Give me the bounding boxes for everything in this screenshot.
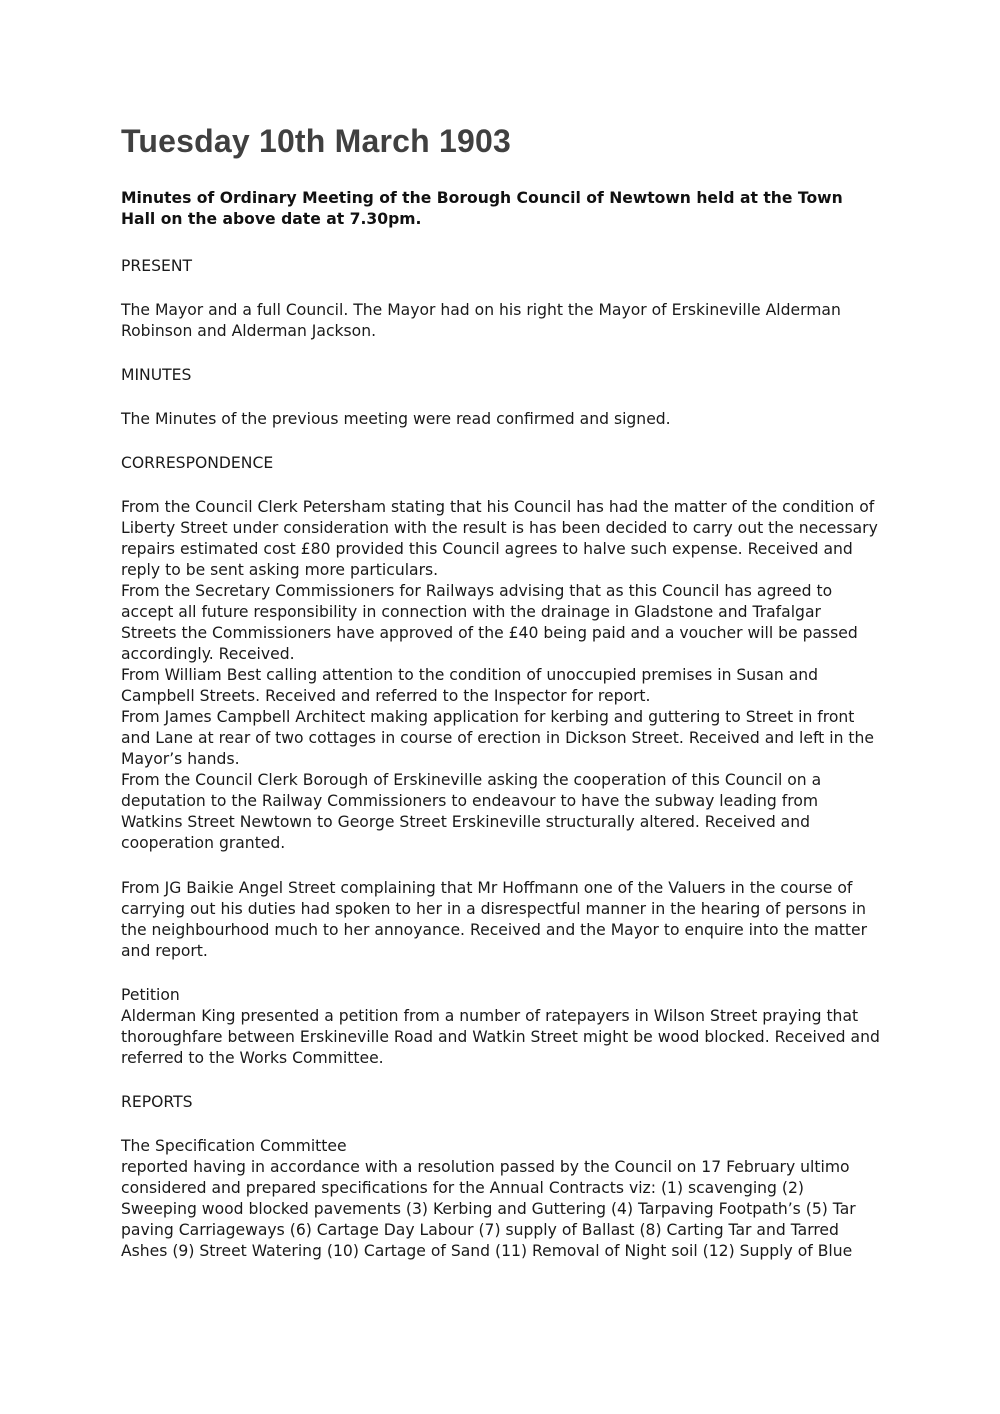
minutes-body: The Minutes of the previous meeting were read confirmed and signed. [121, 410, 671, 428]
reports-body: reported having in accordance with a resolution passed by the Council on 17 February ultimo considered and prepared specifications for the Annual Contracts viz: (1) scavenging (2) Sweeping wood blocked pavements (3) Kerbing and Guttering (4) Tarpaving Footpath’s (5) Tar paving Carriageways (6) Cartage Day Labour (7) supply of Ballast (8) Carting Tar and Tarred Ashes (9) Street Watering (10) Cartage of Sand (11) Removal of Night soil (12) Supply of Blue [121, 1158, 856, 1260]
correspondence-item-best: From William Best calling attention to the condition of unoccupied premises in Susan and Campbell Streets. Received and referred to the Inspector for report. [121, 666, 819, 705]
correspondence-heading: CORRESPONDENCE [121, 454, 274, 472]
page-title: Tuesday 10th March 1903 [121, 123, 511, 159]
petition-heading: Petition [121, 986, 180, 1004]
reports-heading: REPORTS [121, 1093, 193, 1111]
petition-body: Alderman King presented a petition from a number of ratepayers in Wilson Street praying that thoroughfare between Erskineville Road and Watkin Street might be wood blocked. Received and referred to the Works Committee. [121, 1007, 880, 1067]
minutes-heading: MINUTES [121, 366, 192, 384]
correspondence-item-campbell: From James Campbell Architect making application for kerbing and guttering to Street in front and Lane at rear of two cottages in course of erection in Dickson Street. Received and left in the Mayor’s hands. [121, 708, 874, 768]
correspondence-item-baikie: From JG Baikie Angel Street complaining that Mr Hoffmann one of the Valuers in the course of carrying out his duties had spoken to her in a disrespectful manner in the hearing of persons in the neighbourhood much to her annoyance. Received and the Mayor to enquire into the matter and report. [121, 879, 868, 960]
correspondence-item-railways: From the Secretary Commissioners for Railways advising that as this Council has agreed to accept all future responsibility in connection with the drainage in Gladstone and Trafalgar Streets the Commissioners have approved of the £40 being paid and a voucher will be passed accordingly. Received. [121, 582, 858, 663]
correspondence-item-petersham: From the Council Clerk Petersham stating that his Council has had the matter of the condition of Liberty Street under consideration with the result is has been decided to carry out the necessary repairs estimated cost £80 provided this Council agrees to halve such expense. Received and reply to be sent asking more particulars. [121, 498, 878, 579]
correspondence-item-erskineville: From the Council Clerk Borough of Erskineville asking the cooperation of this Council on a deputation to the Railway Commissioners to endeavour to have the subway leading from Watkins Street Newtown to George Street Erskineville structurally altered. Received and cooperation granted. [121, 771, 822, 852]
present-body: The Mayor and a full Council. The Mayor had on his right the Mayor of Erskineville Alderman Robinson and Alderman Jackson. [121, 301, 841, 340]
present-heading: PRESENT [121, 257, 193, 275]
reports-committee-name: The Specification Committee [121, 1137, 347, 1155]
meeting-subtitle: Minutes of Ordinary Meeting of the Borough Council of Newtown held at the Town Hall on the above date at 7.30pm. [121, 189, 843, 228]
document-content [121, 122, 881, 1262]
